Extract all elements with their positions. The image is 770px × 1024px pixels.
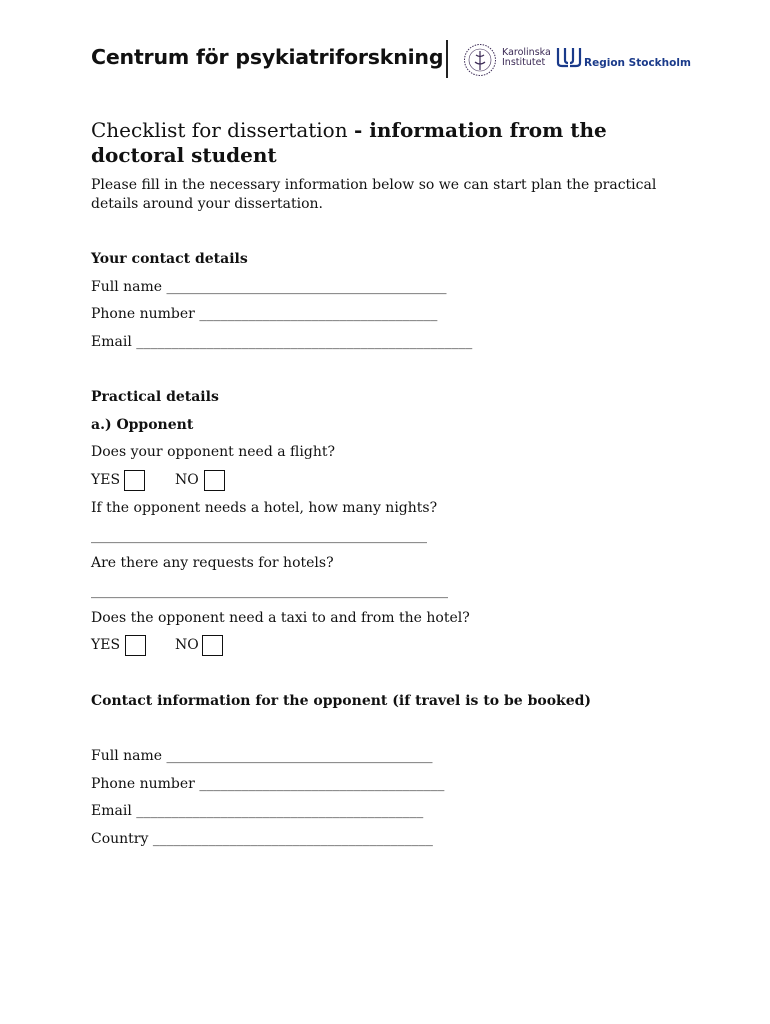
hotel-requests-field[interactable]: ___________________________________________________ (91, 583, 448, 599)
karolinska-line-1: Karolinska (502, 47, 551, 58)
region-stockholm-logo-icon (556, 46, 582, 68)
opponent-country-field[interactable]: Country ________________________________________ (91, 831, 433, 847)
letterhead (91, 40, 691, 80)
flight-no-checkbox[interactable] (204, 470, 225, 491)
contact-full-name-field[interactable]: Full name ________________________________________ (91, 279, 447, 295)
karolinska-wordmark (502, 48, 551, 68)
opponent-phone-field[interactable]: Phone number ___________________________________ (91, 776, 445, 792)
opponent-email-field[interactable]: Email _________________________________________ (91, 803, 424, 819)
taxi-yes-label: YES (91, 637, 121, 653)
taxi-no-label: NO (175, 637, 199, 653)
karolinska-line-2: Institutet (502, 57, 546, 68)
region-stockholm-wordmark: Region Stockholm (584, 57, 691, 69)
taxi-no-checkbox[interactable] (202, 635, 223, 656)
contact-phone-field[interactable]: Phone number __________________________________ (91, 306, 438, 322)
practical-heading: Practical details (91, 389, 219, 405)
opponent-full-name-field[interactable]: Full name ______________________________________ (91, 748, 433, 764)
question-hotel-requests: Are there any requests for hotels? (91, 555, 334, 571)
question-taxi: Does the opponent need a taxi to and from the hotel? (91, 610, 470, 626)
title-bold: - information from the doctoral student (91, 118, 607, 167)
organization-name: Centrum för psykiatriforskning (91, 45, 444, 69)
opponent-subheading: a.) Opponent (91, 417, 194, 433)
karolinska-seal-icon (463, 43, 497, 77)
hotel-nights-field[interactable]: ________________________________________________ (91, 528, 427, 544)
contact-email-field[interactable]: Email ________________________________________________ (91, 334, 473, 350)
question-hotel-nights: If the opponent needs a hotel, how many nights? (91, 500, 438, 516)
flight-no-label: NO (175, 472, 199, 488)
intro-paragraph: Please fill in the necessary information below so we can start plan the practical details around your dissertation. (91, 177, 657, 212)
question-flight: Does your opponent need a flight? (91, 444, 335, 460)
document-title (91, 118, 691, 168)
contact-heading: Your contact details (91, 251, 248, 267)
opponent-contact-heading: Contact information for the opponent (if travel is to be booked) (91, 693, 592, 709)
header-divider (446, 40, 448, 78)
title-regular: Checklist for dissertation (91, 118, 354, 142)
taxi-yes-checkbox[interactable] (125, 635, 146, 656)
flight-yes-checkbox[interactable] (124, 470, 145, 491)
flight-yes-label: YES (91, 472, 121, 488)
